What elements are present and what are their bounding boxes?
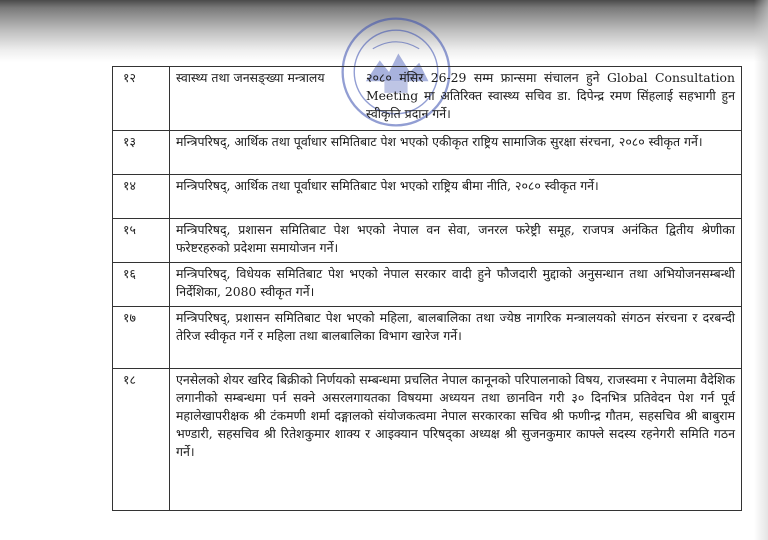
decision-text: मन्त्रिपरिषद्, आर्थिक तथा पूर्वाधार समितिबाट पेश भएको एकीकृत राष्ट्रिय सामाजिक सुरक्षा संरचना, २०८० स्वीकृत गर्ने। <box>170 131 742 175</box>
table-row <box>113 131 742 175</box>
table-row <box>113 307 742 369</box>
decision-text: २०८० मंसिर 26-29 सम्म फ्रान्समा संचालन हुने Global Consultation Meeting मा अतिरिक्त स्वास्थ्य सचिव डा. दिपेन्द्र रमण सिंहलाई सहभागी हुन स्वीकृति प्रदान गर्ने। <box>366 70 735 121</box>
table-row <box>113 67 742 131</box>
table-row <box>113 369 742 511</box>
row-number: १४ <box>113 175 170 219</box>
decision-text: मन्त्रिपरिषद्, प्रशासन समितिबाट पेश भएको नेपाल वन सेवा, जनरल फरेष्ट्री समूह, राजपत्र अनंकित द्वितीय श्रेणीका फरेष्टरहरुको प्रदेशमा समायोजन गर्ने। <box>170 219 742 263</box>
row-content <box>170 67 742 131</box>
page-edge-shadow <box>754 0 768 540</box>
row-number: १२ <box>113 67 170 131</box>
decision-text: एनसेलको शेयर खरिद बिक्रीको निर्णयको सम्बन्धमा प्रचलित नेपाल कानूनको परिपालनाको विषय, राजस्वमा र नेपालमा वैदेशिक लगानीको सम्बन्धमा पर्न सक्ने असरलगायतका विषयमा अध्ययन तथा छानविन गरी ३० दिनभित्र प्रतिवेदन पेश गर्न पूर्व महालेखापरीक्षक श्री टंकमणी शर्मा दङ्गालको संयोजकत्वमा नेपाल सरकारका सचिव श्री फणीन्द्र गौतम, सहसचिव श्री बाबुराम भण्डारी, सहसचिव श्री रितेशकुमार शाक्य र आइक्यान परिषद्का अध्यक्ष श्री सुजनकुमार काफ्ले सदस्य रहनेगरी समिति गठन गर्ने। <box>170 369 742 511</box>
row-number: १५ <box>113 219 170 263</box>
row-number: १७ <box>113 307 170 369</box>
table-row <box>113 219 742 263</box>
row-number: १३ <box>113 131 170 175</box>
ministry-name: स्वास्थ्य तथा जनसङ्ख्या मन्त्रालय <box>176 70 325 85</box>
decision-text: मन्त्रिपरिषद्, आर्थिक तथा पूर्वाधार समितिबाट पेश भएको राष्ट्रिय बीमा नीति, २०८० स्वीकृत गर्ने। <box>170 175 742 219</box>
decision-text: मन्त्रिपरिषद्, विधेयक समितिबाट पेश भएको नेपाल सरकार वादी हुने फौजदारी मुद्दाको अनुसन्धान तथा अभियोजनसम्बन्धी निर्देशिका, 2080 स्वीकृत गर्ने। <box>170 263 742 307</box>
decision-text: मन्त्रिपरिषद्, प्रशासन समितिबाट पेश भएको महिला, बालबालिका तथा ज्येष्ठ नागरिक मन्त्रालयको संगठन संरचना र दरबन्दी तेरिज स्वीकृत गर्ने र महिला तथा बालबालिका विभाग खारेज गर्ने। <box>170 307 742 369</box>
table-row <box>113 175 742 219</box>
decision-table <box>112 66 742 511</box>
row-number: १६ <box>113 263 170 307</box>
table-row <box>113 263 742 307</box>
row-number: १८ <box>113 369 170 511</box>
